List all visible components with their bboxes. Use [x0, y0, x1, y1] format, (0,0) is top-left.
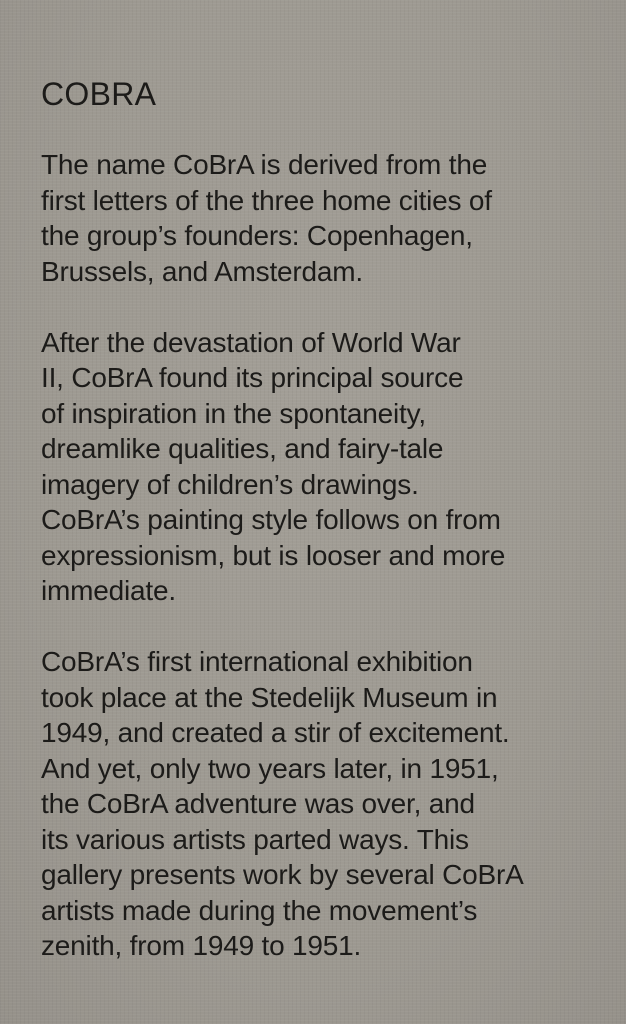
- sign-title: COBRA: [41, 76, 157, 112]
- text-line: After the devastation of World War: [41, 326, 461, 358]
- text-line: CoBrA’s painting style follows on from: [41, 504, 501, 535]
- text-line: imagery of children’s drawings.: [41, 468, 419, 500]
- text-line: artists made during the movement’s: [41, 894, 478, 926]
- text-line: The name CoBrA is derived from the: [41, 149, 488, 180]
- paragraph-name-origin: [41, 147, 601, 289]
- text-line: the CoBrA adventure was over, and: [41, 788, 475, 819]
- text-line: Brussels, and Amsterdam.: [41, 255, 363, 287]
- text-line: gallery presents work by several CoBrA: [41, 859, 524, 890]
- text-line: CoBrA’s first international exhibition: [41, 646, 473, 677]
- text-line: 1949, and created a stir of excitement.: [41, 717, 510, 748]
- text-line: of inspiration in the spontaneity,: [41, 397, 426, 429]
- text-line: expressionism, but is looser and more: [41, 539, 506, 571]
- paragraph-inspiration: [41, 325, 601, 609]
- sign-body: [41, 147, 601, 999]
- text-line: its various artists parted ways. This: [41, 823, 469, 855]
- text-line: first letters of the three home cities of: [41, 184, 492, 216]
- text-line: immediate.: [41, 575, 176, 606]
- text-line: dreamlike qualities, and fairy-tale: [41, 433, 444, 464]
- text-line: And yet, only two years later, in 1951,: [41, 752, 499, 784]
- paragraph-exhibition-history: [41, 644, 601, 964]
- text-line: took place at the Stedelijk Museum in: [41, 681, 498, 713]
- text-line: II, CoBrA found its principal source: [41, 362, 464, 393]
- text-line: zenith, from 1949 to 1951.: [41, 930, 362, 961]
- text-line: the group’s founders: Copenhagen,: [41, 220, 473, 251]
